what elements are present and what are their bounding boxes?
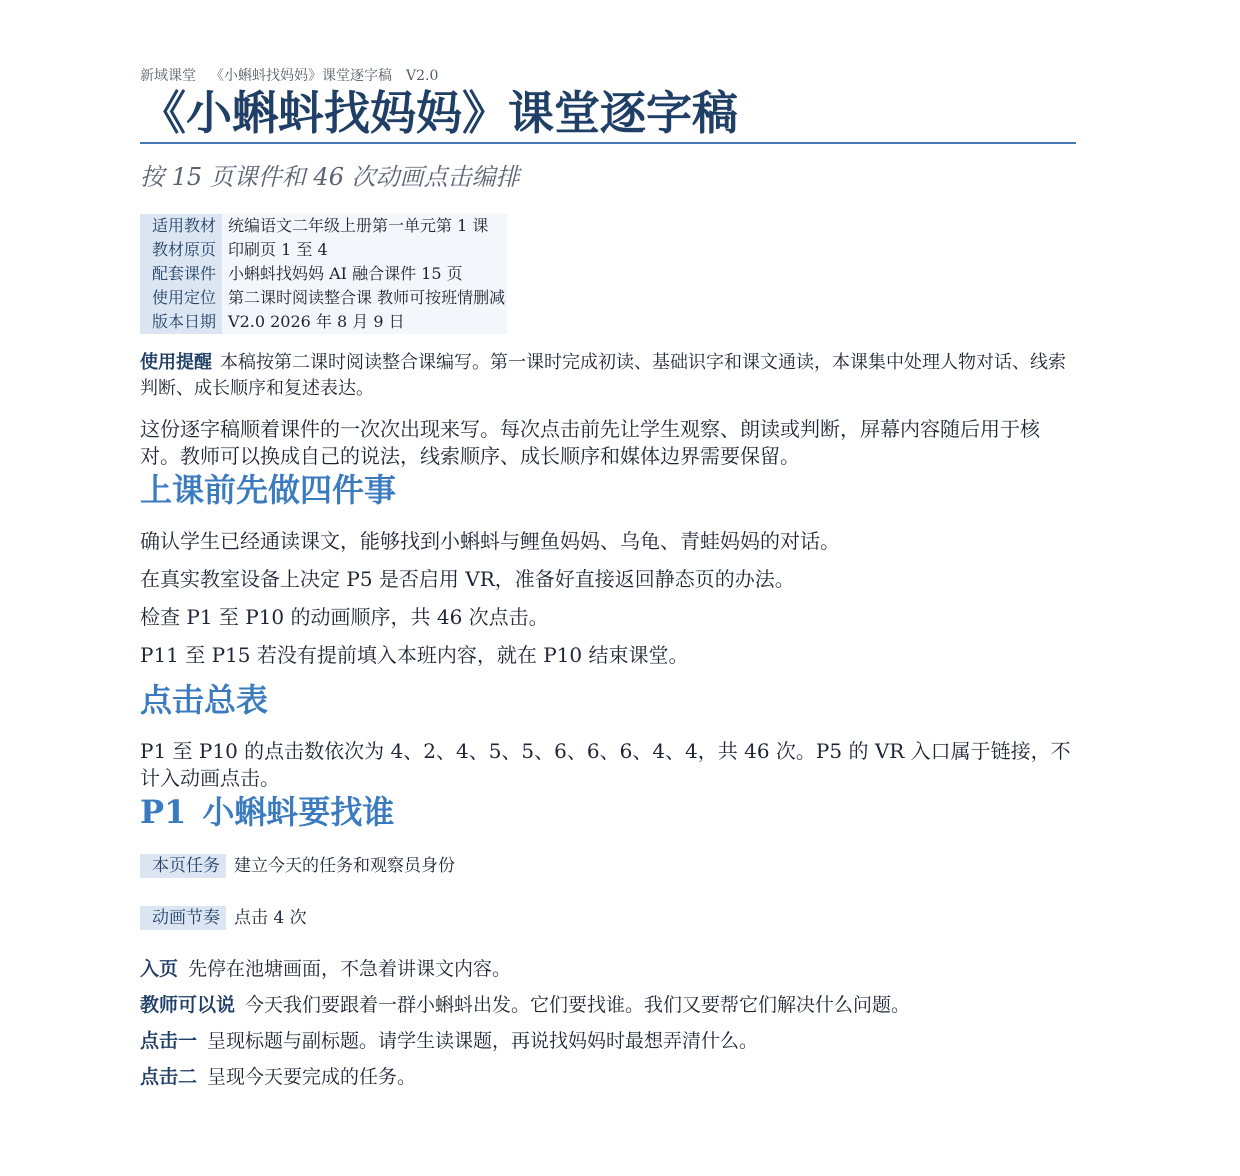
metadata-value: 第二课时阅读整合课 教师可按班情删减 <box>222 286 507 310</box>
metadata-key: 配套课件 <box>140 262 222 286</box>
metadata-value: 印刷页 1 至 4 <box>222 238 507 262</box>
metadata-key: 版本日期 <box>140 310 222 334</box>
step-item <box>140 1064 1076 1090</box>
task-row <box>140 854 1076 878</box>
metadata-row <box>140 262 507 286</box>
metadata-row <box>140 286 507 310</box>
step-text: 今天我们要跟着一群小蝌蚪出发。它们要找谁。我们又要帮它们解决什么问题。 <box>245 994 911 1016</box>
section-heading-clicks: 点击总表 <box>140 681 269 719</box>
section-heading-p1 <box>140 792 1076 832</box>
step-label: 点击一 <box>140 1030 198 1052</box>
prep-item: 确认学生已经通读课文，能够找到小蝌蚪与鲤鱼妈妈、乌龟、青蛙妈妈的对话。 <box>140 529 840 553</box>
header-brand: 新域课堂 <box>140 68 196 84</box>
rhythm-text: 点击 4 次 <box>234 908 307 928</box>
step-text: 呈现今天要完成的任务。 <box>207 1066 417 1088</box>
step-label: 入页 <box>140 958 179 980</box>
intro-paragraph: 这份逐字稿顺着课件的一次次出现来写。每次点击前先让学生观察、朗读或判断，屏幕内容随后用于核对。教师可以换成自己的说法，线索顺序、成长顺序和媒体边界需要保留。 <box>140 417 1040 468</box>
prep-list <box>140 528 1076 668</box>
metadata-key: 适用教材 <box>140 214 222 238</box>
metadata-row <box>140 238 507 262</box>
task-tag: 本页任务 <box>140 854 226 878</box>
section-heading-prep: 上课前先做四件事 <box>140 471 397 509</box>
metadata-value: V2.0 2026 年 8 月 9 日 <box>222 310 507 334</box>
usage-notice-text: 本稿按第二课时阅读整合课编写。第一课时完成初读、基础识字和课文通读，本课集中处理人物对话、线索判断、成长顺序和复述表达。 <box>140 352 1066 399</box>
prep-item: 检查 P1 至 P10 的动画顺序，共 46 次点击。 <box>140 605 549 629</box>
prep-item: P11 至 P15 若没有提前填入本班内容，就在 P10 结束课堂。 <box>140 643 689 667</box>
click-summary: P1 至 P10 的点击数依次为 4、2、4、5、5、6、6、6、4、4，共 46 次。P5 的 VR 入口属于链接，不计入动画点击。 <box>140 739 1071 790</box>
header-doc-name: 《小蝌蚪找妈妈》课堂逐字稿 <box>210 68 392 84</box>
metadata-row <box>140 310 507 334</box>
usage-notice <box>140 350 1076 402</box>
metadata-key: 使用定位 <box>140 286 222 310</box>
running-header <box>140 66 1076 86</box>
step-item <box>140 1028 1076 1054</box>
step-text: 先停在池塘画面，不急着讲课文内容。 <box>188 958 512 980</box>
rhythm-tag: 动画节奏 <box>140 906 226 930</box>
page-number-label: P1 <box>140 793 187 831</box>
step-item <box>140 992 1076 1018</box>
usage-notice-label: 使用提醒 <box>140 352 212 373</box>
step-text: 呈现标题与副标题。请学生读课题，再说找妈妈时最想弄清什么。 <box>207 1030 759 1052</box>
metadata-row <box>140 214 507 238</box>
metadata-table <box>140 214 507 334</box>
step-label: 点击二 <box>140 1066 198 1088</box>
document-content <box>140 66 1076 1100</box>
header-version: V2.0 <box>406 68 439 84</box>
prep-item: 在真实教室设备上决定 P5 是否启用 VR，准备好直接返回静态页的办法。 <box>140 567 795 591</box>
page-title: 《小蝌蚪找妈妈》课堂逐字稿 <box>140 86 1076 144</box>
metadata-value: 小蝌蚪找妈妈 AI 融合课件 15 页 <box>222 262 507 286</box>
step-list <box>140 956 1076 1090</box>
step-item <box>140 956 1076 982</box>
metadata-key: 教材原页 <box>140 238 222 262</box>
metadata-value: 统编语文二年级上册第一单元第 1 课 <box>222 214 507 238</box>
rhythm-row <box>140 906 1076 930</box>
step-label: 教师可以说 <box>140 994 236 1016</box>
page-subtitle: 按 15 页课件和 46 次动画点击编排 <box>140 163 520 191</box>
page-topic: 小蝌蚪要找谁 <box>202 793 395 831</box>
task-text: 建立今天的任务和观察员身份 <box>234 856 455 876</box>
